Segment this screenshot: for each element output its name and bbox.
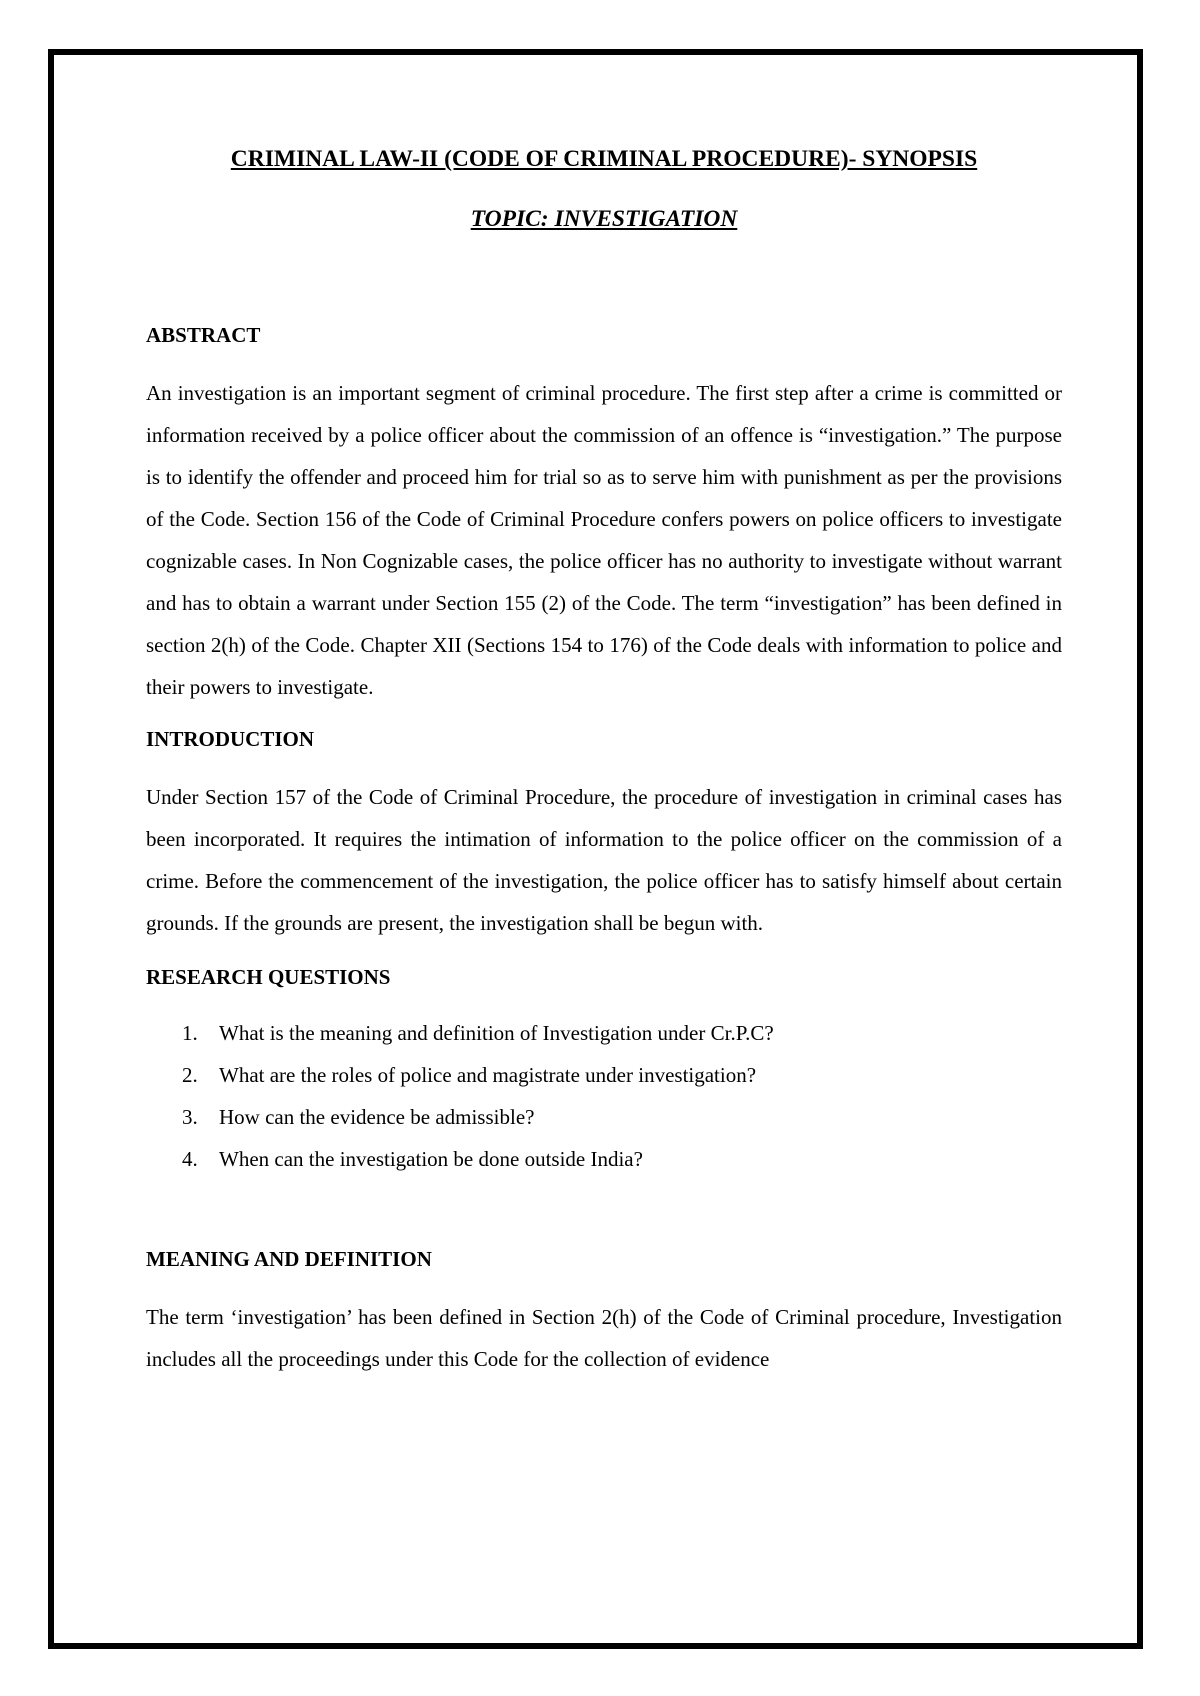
abstract-paragraph: An investigation is an important segment of criminal procedure. The first step after a crime is committed or information received by a police officer about the commission of an offence is “investigation.” The purpose is to identify the offender and proceed him for trial so as to serve him with punishment as per the provisions of the Code. Section 156 of the Code of Criminal Procedure confers powers on police officers to investigate cognizable cases. In Non Cognizable cases, the police officer has no authority to investigate without warrant and has to obtain a warrant under Section 155 (2) of the Code. The term “investigation” has been defined in section 2(h) of the Code. Chapter XII (Sections 154 to 176) of the Code deals with information to police and their powers to investigate. [146,381,1062,699]
meaning-heading: MEANING AND DEFINITION [146,1247,432,1271]
document-topic: TOPIC: INVESTIGATION [470,206,738,232]
introduction-heading: INTRODUCTION [146,727,315,751]
list-item-number: 3. [182,1105,198,1129]
list-item [146,1096,1062,1138]
research-questions-list [146,1012,1062,1180]
meaning-paragraph: The term ‘investigation’ has been defined in Section 2(h) of the Code of Criminal procedure, Investigation includes all the proceedings under this Code for the collection of evidence [146,1305,1062,1371]
document-body [146,140,1062,1380]
list-item-number: 2. [182,1063,198,1087]
list-item [146,1012,1062,1054]
list-item-text: How can the evidence be admissible? [219,1105,535,1129]
list-item-number: 4. [182,1147,198,1171]
introduction-paragraph: Under Section 157 of the Code of Criminal Procedure, the procedure of investigation in criminal cases has been incorporated. It requires the intimation of information to the police officer on the commission of a crime. Before the commencement of the investigation, the police officer has to satisfy himself about certain grounds. If the grounds are present, the investigation shall be begun with. [146,785,1062,935]
list-item [146,1054,1062,1096]
list-item [146,1138,1062,1180]
list-item-text: What is the meaning and definition of Investigation under Cr.P.C? [219,1021,774,1045]
list-item-number: 1. [182,1021,198,1045]
abstract-heading: ABSTRACT [146,323,261,347]
research-questions-heading: RESEARCH QUESTIONS [146,965,391,989]
list-item-text: When can the investigation be done outside India? [219,1147,643,1171]
document-title: CRIMINAL LAW-II (CODE OF CRIMINAL PROCEDURE)- SYNOPSIS [230,146,978,172]
list-item-text: What are the roles of police and magistrate under investigation? [219,1063,757,1087]
